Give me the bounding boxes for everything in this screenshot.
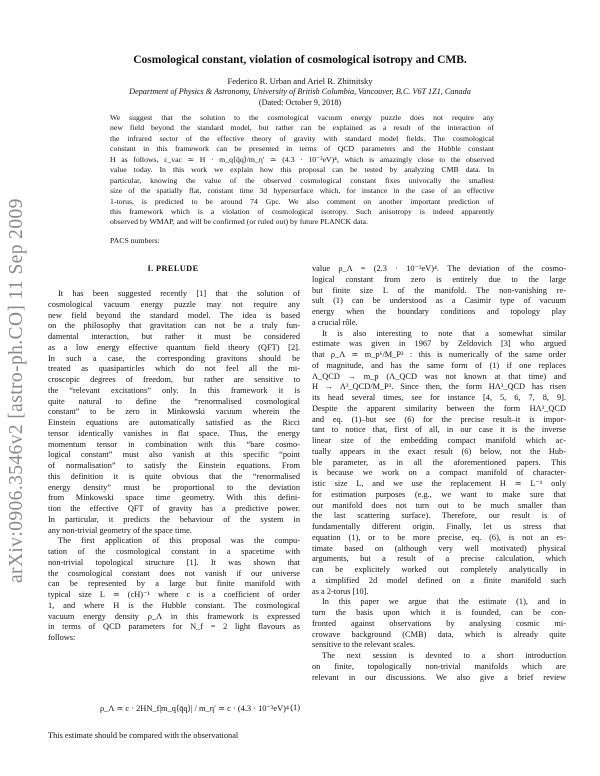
abstract-line: value today. In this work we explain how this proposal can be tested by analyzing CMB data. In [110, 165, 494, 175]
body-line: tion the effective QFT of gravity has a predictive power. [48, 504, 300, 513]
body-line: quite natural to define the “renormalised cosmological [48, 396, 300, 406]
body-line: from Minkowski space time geometry. With this defini- [48, 493, 300, 503]
abstract-line: this framework which is a violation of cosmological isotropy. Such anisotropy is indeed apparently [110, 206, 494, 216]
body-line: logical constant” must also vanish at this specific “point [48, 450, 300, 460]
body-line: as a low energy effective quantum field theory (QFT) [2]. [48, 342, 300, 352]
body-line: a crucial rôle. [312, 317, 358, 327]
body-line: Λ_QCD → m_p (Λ_QCD was not known at that time) and [312, 371, 566, 381]
body-line: as a 2-torus [10]. [312, 586, 369, 596]
body-line: of magnitude, and has the same form of (1) if one replaces [312, 360, 566, 370]
body-line: sensitive to the relevant scales. [312, 640, 416, 650]
body-line: on the philosophy that gravitation can not be a truly fun- [48, 321, 300, 331]
body-line: The next session is devoted to a short introduction [322, 651, 566, 660]
equation-1 [48, 697, 300, 723]
body-line: H → Λ³_QCD/M_P². Since then, the form HΛ³_QCD has risen [312, 382, 566, 392]
body-line: crowave background (CMB) data, which is already quite [312, 629, 566, 639]
date-line: (Dated: October 9, 2018) [258, 98, 342, 107]
body-line: can be represented by a large but finite manifold with [48, 579, 300, 589]
body-line: fundamentally different origin. Finally, let us stress that [312, 522, 566, 531]
body-line: but finite size L of the manifold. The non-vanishing re- [312, 285, 566, 295]
body-line: damental interaction, but rather it must be considered [48, 332, 300, 341]
body-line: its head several times, see for instance [4, 5, 6, 7, 8, 9]. [312, 393, 566, 402]
body-line: any non-trivial geometry of the space time. [48, 525, 192, 535]
left-column [48, 289, 300, 644]
body-line: of normalisation” to satisfy the Einstein equations. From [48, 461, 300, 470]
body-line: our manifold does not turn out to be much smaller than [312, 500, 566, 510]
body-line: energy density” must be proportional to the deviation [48, 482, 300, 492]
abstract-line: the infrared sector of the effective theory of gravity with standard model fields. The cosmological [110, 133, 494, 143]
body-line: In this paper we argue that the estimate (1), and in [322, 597, 566, 607]
body-line: the last scattering surface). Therefore, our result is of [312, 511, 566, 521]
body-line: a simplified 2d model defined on a finite manifold such [312, 575, 566, 585]
body-line: logical constant from zero is entirely due to the large [312, 274, 566, 284]
body-line: for estimation purposes (e.g., we want to make sure that [312, 489, 566, 499]
body-line: linear size of the embedding compact manifold which ac- [312, 436, 566, 445]
body-line: timate based on (although very well motivated) physical [312, 543, 566, 553]
paper-title: Cosmological constant, violation of cosmological isotropy and CMB. [133, 54, 467, 66]
body-line: arguments, but a result of a precise calculation, which [312, 554, 566, 564]
abstract-line: H as follows, ε_vac ≃ H · m_q⟨q̄q⟩/m_η′ ≃ (4.3 · 10⁻³eV)⁴, which is amazingly close to the observed [110, 154, 494, 164]
body-line: vacuum energy density ρ_Λ in this framework is expressed [48, 611, 300, 621]
body-line: sult (1) can be understood as a Casimir type of vacuum [312, 296, 566, 306]
body-line: tually appears in the exact result (6) below, not the Hub- [312, 446, 566, 456]
body-line: cosmological vacuum energy puzzle may not require any [48, 299, 300, 309]
abstract [110, 113, 494, 228]
body-line: typical size L ≃ (cH)⁻¹ where c is a coefficient of order [48, 590, 300, 599]
equation-body: ρ_Λ ≃ c · 2HN_f|m_q⟨q̄q⟩| / m_η′ ≃ c · (4.3 · 10⁻³eV)⁴ . [100, 704, 294, 713]
abstract-line: size of the spatially flat, constant time 3d hypersurface which, for instance in the case of an effective [110, 186, 494, 196]
abstract-line: constant in this framework can be presented in terms of QCD parameters and the Hubble constant [110, 144, 494, 154]
body-line: can be explicitely worked out completely analytically in [312, 565, 566, 574]
body-line: is because we work on a compact manifold of character- [312, 468, 566, 478]
abstract-line: 1-torus, is predicted to be around 74 Gpc. We also comment on another important prediction of [110, 196, 494, 206]
body-line: energy when the boundary conditions and topology play [312, 307, 566, 316]
body-line: In particular, it predicts the behaviour of the system in [48, 514, 300, 524]
pacs-numbers: PACS numbers: [110, 236, 160, 245]
body-line: and eq. (1)–but see (6) for the precise result–it is impor- [312, 414, 566, 424]
body-line: istic size L, and we use the replacement H ≃ L⁻¹ only [312, 479, 566, 488]
body-line: relevant in our discussions. We also give a brief review [312, 672, 566, 682]
body-line: croscopic degrees of freedom, but rather are sensitive to [48, 375, 300, 384]
author-list: Federico R. Urban and Ariel R. Zhitnitsky [227, 76, 373, 86]
body-line: constant” to be zero in Minkowski vacuum wherein the [48, 407, 300, 417]
section-heading: I. PRELUDE [147, 264, 199, 273]
abstract-line: We suggest that the solution to the cosmological vacuum energy puzzle does not require any [110, 113, 494, 122]
abstract-line: observed by WMAP, and will be confirmed (or ruled out) by future PLANCK data. [110, 217, 368, 227]
body-line: the “relevant excitations” only. In this framework it is [48, 385, 300, 395]
body-line: In such a case, the corresponding gravitons should be [48, 353, 300, 363]
body-line: The first application of this proposal was the compu- [58, 536, 300, 546]
body-line: It is also interesting to note that a somewhat similar [322, 328, 566, 338]
body-line: tation of the cosmological constant in a spacetime with [48, 547, 300, 556]
body-line: momentum tensor in combination with this “bare cosmo- [48, 439, 300, 449]
body-line: 1, and where H is the Hubble constant. The cosmological [48, 600, 300, 610]
body-line: fronted against observations by analysing cosmic mi- [312, 618, 566, 628]
equation-number: (1) [290, 703, 300, 712]
body-line: that ρ_Λ ≃ m_p⁶/M_P² : this is numerically of the same order [312, 350, 566, 359]
body-line: It has been suggested recently [1] that the solution of [58, 289, 300, 298]
body-line: tensor identically vanishes in flat space. Thus, the energy [48, 428, 300, 438]
body-line: follows: [48, 633, 76, 642]
body-line: treated as quasiparticles which do not feel all the mi- [48, 364, 300, 374]
body-line: estimate was given in 1967 by Zeldovich [3] who argued [312, 339, 566, 349]
arxiv-identifier-sidebar: arXiv:0906.3546v2 [astro-ph.CO] 11 Sep 2009 [6, 198, 27, 583]
body-line: This estimate should be compared with the observational [48, 731, 239, 740]
affiliation: Department of Physics & Astronomy, University of British Columbia, Vancouver, B.C. V6T 1Z1, Canada [129, 87, 471, 96]
body-line: tant to notice that, first of all, in our case it is the inverse [312, 425, 566, 435]
body-line: value ρ_Λ = (2.3 · 10⁻³eV)⁴. The deviation of the cosmo- [312, 264, 566, 273]
body-line: the cosmological constant does not vanish if our universe [48, 568, 300, 578]
body-line: this definition it is quite obvious that the “renormalised [48, 471, 300, 481]
body-line: new field beyond the standard model. The idea is based [48, 310, 300, 320]
right-column [312, 264, 566, 683]
body-line: turn the basis upon which it is founded, can be con- [312, 608, 566, 617]
body-line: Einstein equations are automatically satisfied as the Ricci [48, 418, 300, 427]
abstract-line: particular, knowing the value of the observed cosmological constant fixes univocally the smallest [110, 175, 494, 185]
abstract-line: new field beyond the standard model, but rather can be explained as a result of the interaction of [110, 123, 494, 133]
body-line: on finite, topologically non-trivial manifolds which are [312, 661, 566, 671]
body-line: non-trivial topological structure [1]. It was shown that [48, 557, 300, 567]
body-line: Despite the apparent similarity between the form HΛ³_QCD [312, 403, 566, 413]
body-line: ble parameter, as in all the aforementioned papers. This [312, 457, 566, 467]
body-line: in terms of QCD parameters for N_f = 2 light flavours as [48, 622, 300, 632]
body-line: equation (1), or to be more precise, eq. (6), is not an es- [312, 532, 566, 542]
